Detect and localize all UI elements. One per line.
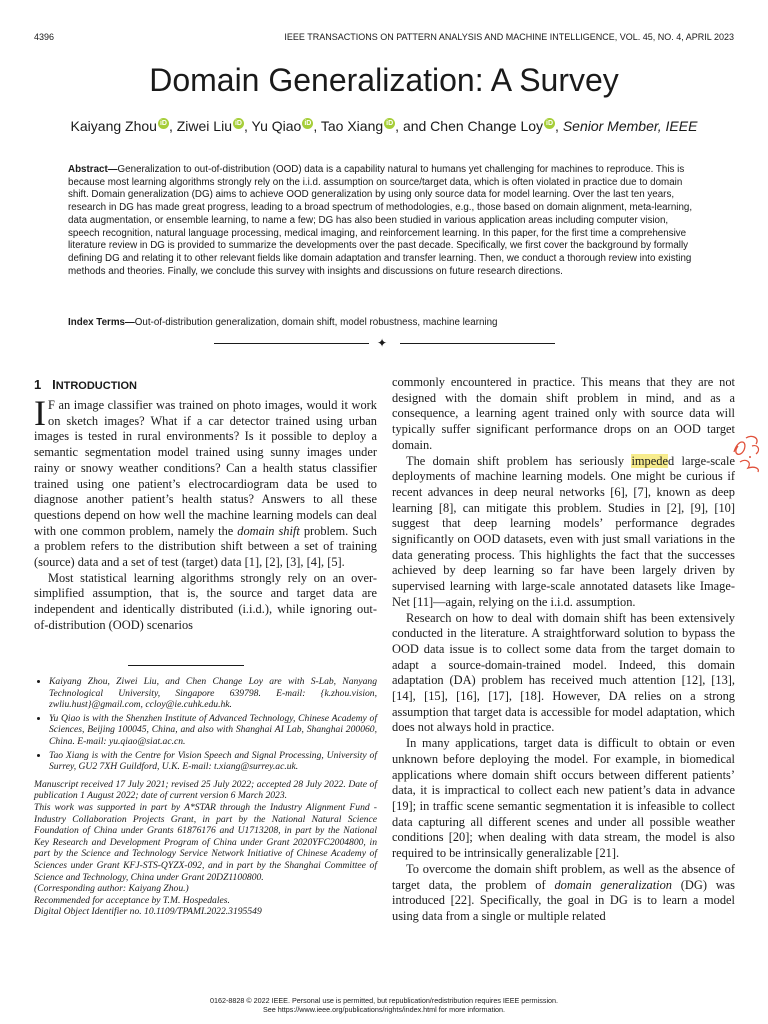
author-membership: Senior Member, IEEE [562,118,698,134]
footnote-rule [128,665,244,666]
drop-cap: I [34,393,46,433]
paragraph: In many applications, target data is difficult to obtain or even unknown before deploying the model. For example, in biomedical applications where domain shift occurs between different patients’ data, it is impractical to collect each new patient’s data in advance [19]; in traffic scene semantic segmentation it is infeasible to collect data capturing all different scenes and under all possible weather conditions [20]; when dealing with data stream, the model is also required to be intrinsically generalizable [21]. [392,736,735,861]
section-heading [34,377,137,392]
paragraph: Most statistical learning algorithms strongly rely on an over-simplified assumption, that is, the source and target data are independent and identically distributed (i.i.d.), while ignoring out-of-distribution (OOD) scenarios [34,570,377,632]
orcid-icon[interactable]: iD [234,120,242,128]
index-terms [68,317,702,328]
section-divider [214,336,555,350]
paragraph-text: The domain shift problem has seriously [406,453,632,468]
divider-star-icon: ✦ [377,336,388,350]
divider-line [400,343,555,344]
index-terms-text: Out-of-distribution generalization, domain shift, model robustness, machine learning [134,317,498,328]
paragraph-text: problem. Such a problem refers to the distribution shift between a set of training (source) data and a set of test (target) data [1], [2], [3], [4], [5]. [34,523,377,570]
copyright-line: 0162-8828 © 2022 IEEE. Personal use is permitted, but republication/redistribution requires IEEE permission. [209,996,559,1005]
divider-line [214,343,369,344]
corresponding-author: (Corresponding author: Kaiyang Zhou.) [34,883,189,895]
paragraph [392,862,735,925]
paragraph [392,454,735,611]
author-name: Kaiyang Zhou [70,118,157,134]
abstract [68,164,702,278]
orcid-icon[interactable]: iD [546,120,554,128]
footnotes [34,676,377,918]
left-column [34,393,377,634]
section-title-rest: NTRODUCTION [55,380,137,392]
paragraph-text: an image classifier was trained on photo images, would it work on sketch images? What if a car detector trained using urban images is tested in rural environments? Is it possible to deploy a semantic segmentation model trained using sunny images under rainy or snowy weather conditions? Can a health status classifier trained using one patient’s electrocardiogram data be used to diagnose another patient’s health status? Answers to all these questions depend on how well the machine learning models can deal with one common problem, namely the [34,398,377,538]
paragraph-text: To overcome the domain shift problem, as well as the absence of target data, the problem of [392,861,735,892]
paragraph-text: (DG) was introduced [22]. Specifically, the goal in DG is to learn a model using data from a single or multiple related [392,877,736,923]
lead-letter: F [48,398,55,412]
author-name: Ziwei Liu [176,118,232,134]
author-name: and Chen Change Loy [402,118,544,134]
section-title-initial: I [52,377,56,392]
emphasis: domain generalization [554,877,672,892]
footnote-affiliation: • Yu Qiao is with the Shenzhen Institute of Advanced Technology, Chinese Academy of Sciences, Beijing 100045, China, and also with Shanghai AI Lab, Shanghai 200060, China. E-mail: yu.qiao@siat.ac.cn. [49,713,377,748]
handwritten-annotation [730,432,764,474]
paragraph: Research on how to deal with domain shift has been extensively conducted in the literature. A straightforward solution to bypass the OOD data issue is to collect some data from the target domain to adapt a source-domain-trained model. Indeed, this domain adaptation (DA) problem has received much attention [12], [13], [14], [15], [16], [17], [18]. However, DA relies on a strong assumption that target data is accessible for model adaptation, which does not always hold in practice. [392,610,735,735]
section-number: 1 [34,377,42,392]
paragraph-text: d large-scale deployments of machine learning models. One might be curious if recent advances in deep neural networks [6], [7], known as deep learning [8], can mitigate this problem. Studies in [2], [9], [10] suggest that deep learning models’ performance degrades significantly on OOD datasets, even with just small variations in the data generating process. This highlights the fact that the successes achieved by deep learning so far have been largely driven by supervised learning with large-scale annotated datasets like Image-Net [11]—again, relying on the i.i.d. assumption. [392,453,735,609]
rights-link[interactable]: See https://www.ieee.org/publications/rights/index.html for more information. [262,1005,506,1014]
right-column [392,375,735,925]
author-list: Kaiyang Zhou iD , Ziwei Liu iD , Yu Qiao iD , Tao Xiang iD , and Chen Change Loy iD , Senior Member, IEEE [70,118,698,134]
highlighted-text[interactable]: impede [631,453,668,468]
abstract-label: Abstract— [68,164,118,175]
funding-note: This work was supported in part by A*STAR through the Industry Alignment Fund - Industry Collaboration Projects Grant, in part by the National Natural Science Foundation of China under Grants 61876176 and U1713208, in part by the National Key Research and Development Program of China under Grant 2020YFC2004800, in part by the Science and Technology Service Network Initiative of Chinese Academy of Sciences under Grant KFJ-STS-QYZX-092, and in part by the Shanghai Committee of Science and Technology, China under Grant 20DZ1100800. [34,801,377,883]
index-terms-label: Index Terms— [68,317,135,328]
paper-title: Domain Generalization: A Survey [149,62,619,98]
paragraph: commonly encountered in practice. This means that they are not designed with the domain shift problem in mind, and as a consequence, a learning agent trained only with source data will typically suffer significant performance drops on an OOD target domain. [392,375,735,452]
author-name: Yu Qiao [251,118,302,134]
abstract-text: Generalization to out-of-distribution (OOD) data is a capability natural to humans yet challenging for machines to reproduce. This is because most learning algorithms strongly rely on the i.i.d. assumption on source/target data, which is often violated in practice due to domain shift. Domain generalization (DG) aims to achieve OOD generalization by using only source data for model learning. Over the last ten years, research in DG has made great progress, leading to a broad spectrum of methodologies, e.g., those based on domain alignment, meta-learning, data augmentation, or ensemble learning, to name a few; DG has also been studied in various application areas including computer vision, speech recognition, natural language processing, medical imaging, and reinforcement learning. In this paper, for the first time a comprehensive literature review in DG is provided to summarize the developments over the past decade. Specifically, we first cover the background by formally defining DG and relating it to other relevant fields like domain adaptation and transfer learning. Then, we conduct a thorough review into existing methods and theories. Finally, we conclude this survey with insights and discussions on future research directions. [68,164,693,277]
orcid-icon[interactable]: iD [159,120,167,128]
orcid-icon[interactable]: iD [386,120,394,128]
footnote-affiliation: • Kaiyang Zhou, Ziwei Liu, and Chen Change Loy are with S-Lab, Nanyang Technological University, Singapore 639798. E-mail: {k.zhou.vision, zwliu.hust}@gmail.com, ccloy@ie.cuhk.edu.hk. [49,676,377,711]
copyright-notice [0,996,768,1014]
paragraph [34,393,377,571]
author-name: Tao Xiang [320,118,384,134]
journal-header: IEEE TRANSACTIONS ON PATTERN ANALYSIS AND MACHINE INTELLIGENCE, VOL. 45, NO. 4, APRIL 2023 [284,32,734,42]
orcid-icon[interactable]: iD [304,120,312,128]
page-number: 4396 [34,32,55,42]
emphasis: domain shift [237,523,300,538]
doi: Digital Object Identifier no. 10.1109/TPAMI.2022.3195549 [34,906,262,918]
recommended-by: Recommended for acceptance by T.M. Hospedales. [34,894,230,906]
footnote-affiliation: • Tao Xiang is with the Centre for Vision Speech and Signal Processing, University of Surrey, GU2 7XH Guildford, U.K. E-mail: t.xiang@surrey.ac.uk. [49,750,377,773]
manuscript-dates: Manuscript received 17 July 2021; revised 25 July 2022; accepted 28 July 2022. Date of publication 1 August 2022; date of current version 6 March 2023. [34,778,377,802]
